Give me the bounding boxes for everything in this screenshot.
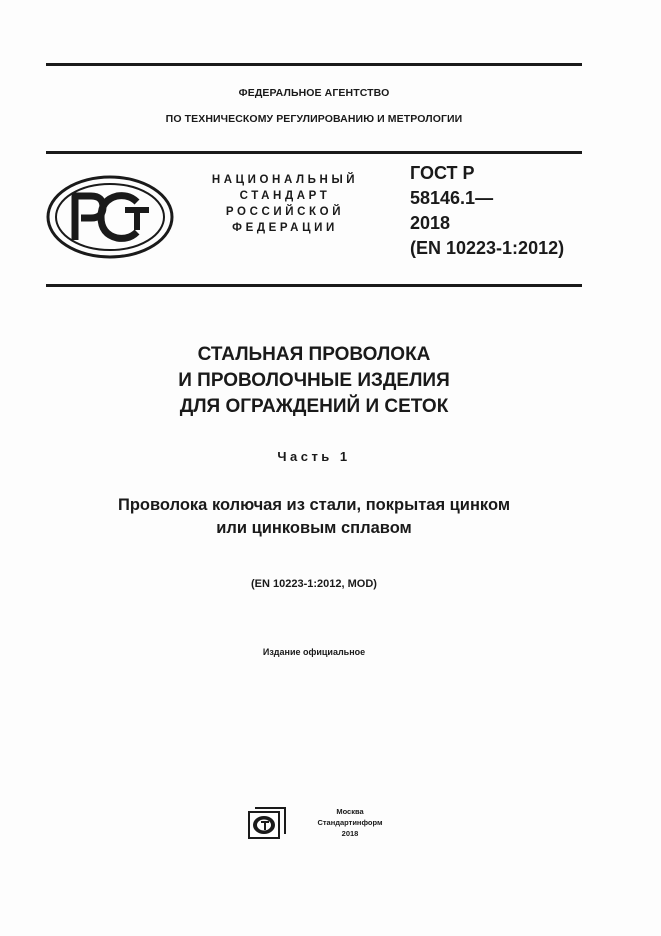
national-standard-label	[190, 172, 380, 236]
title-line: СТАЛЬНАЯ ПРОВОЛОКА	[197, 344, 431, 365]
publisher-block	[310, 806, 390, 839]
document-title	[46, 342, 582, 420]
gost-line: 2018	[410, 213, 451, 233]
national-line: ФЕДЕРАЦИИ	[232, 222, 338, 234]
publisher-year: 2018	[341, 829, 359, 838]
national-line: РОССИЙСКОЙ	[225, 206, 345, 218]
national-line: СТАНДАРТ	[239, 190, 331, 202]
gost-line: ГОСТ Р	[410, 163, 475, 183]
header-top-rule	[46, 151, 582, 154]
standartinform-logo-icon	[247, 806, 287, 840]
top-rule	[46, 63, 582, 66]
subtitle-line: Проволока колючая из стали, покрытая цинком	[117, 496, 511, 514]
agency-line-2: ПО ТЕХНИЧЕСКОМУ РЕГУЛИРОВАНИЮ И МЕТРОЛОГИИ	[165, 113, 463, 125]
title-line: ДЛЯ ОГРАЖДЕНИЙ И СЕТОК	[179, 396, 449, 417]
subtitle-line: или цинковым сплавом	[216, 519, 412, 537]
title-line: И ПРОВОЛОЧНЫЕ ИЗДЕЛИЯ	[178, 370, 450, 391]
publisher-city: Москва	[336, 807, 364, 816]
gost-line: 58146.1—	[410, 188, 494, 208]
equivalence-note: (EN 10223-1:2012, MOD)	[251, 578, 377, 590]
gost-line: (EN 10223-1:2012)	[410, 238, 565, 258]
edition-label: Издание официальное	[262, 647, 366, 657]
rst-certification-mark-icon	[45, 174, 175, 260]
national-line: НАЦИОНАЛЬНЫЙ	[211, 174, 359, 186]
publisher-name: Стандартинформ	[317, 818, 383, 827]
part-label: Часть 1	[277, 449, 351, 464]
document-subtitle	[46, 494, 582, 540]
header-bottom-rule	[46, 284, 582, 287]
gost-designation	[410, 161, 564, 261]
agency-line-1: ФЕДЕРАЛЬНОЕ АГЕНТСТВО	[238, 87, 390, 99]
